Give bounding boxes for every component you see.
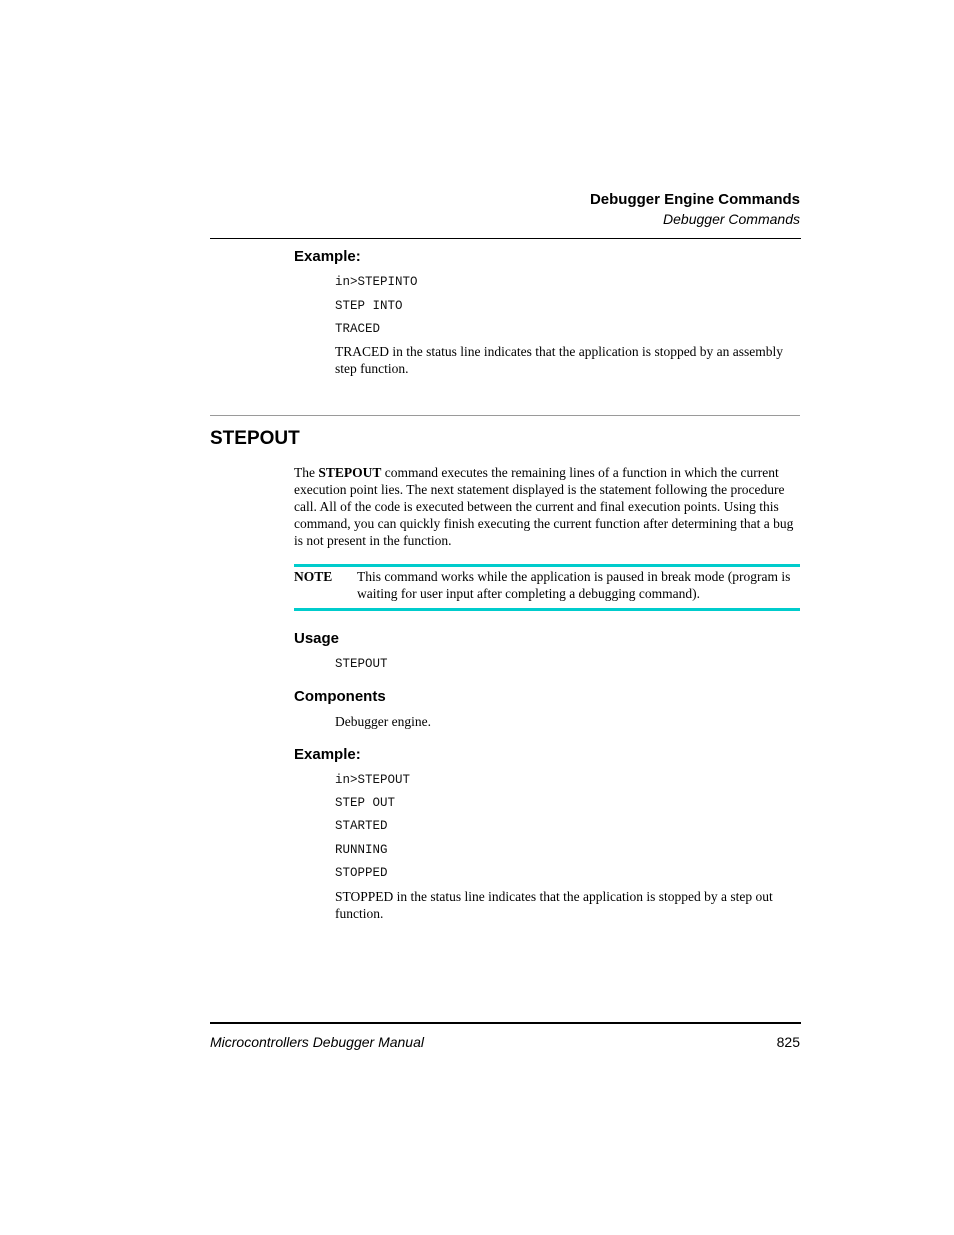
prev-example-description: TRACED in the status line indicates that the application is stopped by an assembly step function.	[335, 344, 784, 376]
intro-text-post: command executes the remaining lines of a function in which the current execution point lies. The next statement displayed is the statement following the procedure call. All of the code is executed between the current and final execution points. Using this command, you can quickly finish executing the current function after determining that a bug is not present in the function.	[294, 465, 794, 548]
page-number: 825	[776, 1034, 800, 1050]
code-line: STARTED	[335, 819, 388, 833]
code-line: RUNNING	[335, 843, 388, 857]
section-title: STEPOUT	[210, 428, 300, 449]
footer-rule	[210, 1022, 801, 1024]
running-header-title: Debugger Engine Commands	[589, 191, 800, 208]
example-heading: Example:	[294, 746, 361, 763]
example-description: STOPPED in the status line indicates that the application is stopped by a step out function.	[335, 889, 773, 921]
usage-code: STEPOUT	[335, 657, 388, 671]
code-line: in>STEPINTO	[335, 275, 418, 289]
code-line: STEP INTO	[335, 299, 403, 313]
components-text: Debugger engine.	[335, 714, 431, 729]
intro-paragraph	[294, 464, 802, 549]
running-header-subtitle: Debugger Commands	[663, 211, 800, 227]
header-rule	[210, 238, 801, 239]
footer-manual-title: Microcontrollers Debugger Manual	[210, 1034, 424, 1050]
note-text: This command works while the application is paused in break mode (program is waiting for user input after completing a debugging command).	[357, 569, 791, 601]
intro-command-name: STEPOUT	[318, 465, 382, 480]
code-line: STEP OUT	[335, 796, 396, 810]
usage-heading: Usage	[294, 630, 340, 647]
intro-text-pre: The	[294, 465, 319, 480]
note-top-bar	[294, 564, 800, 567]
code-line: STOPPED	[335, 866, 388, 880]
code-line: in>STEPOUT	[335, 773, 411, 787]
section-rule	[210, 415, 800, 416]
note-bottom-bar	[294, 608, 800, 611]
note-label: NOTE	[294, 569, 333, 584]
code-line: TRACED	[335, 322, 381, 336]
prev-example-heading: Example:	[294, 248, 361, 265]
components-heading: Components	[294, 688, 386, 705]
